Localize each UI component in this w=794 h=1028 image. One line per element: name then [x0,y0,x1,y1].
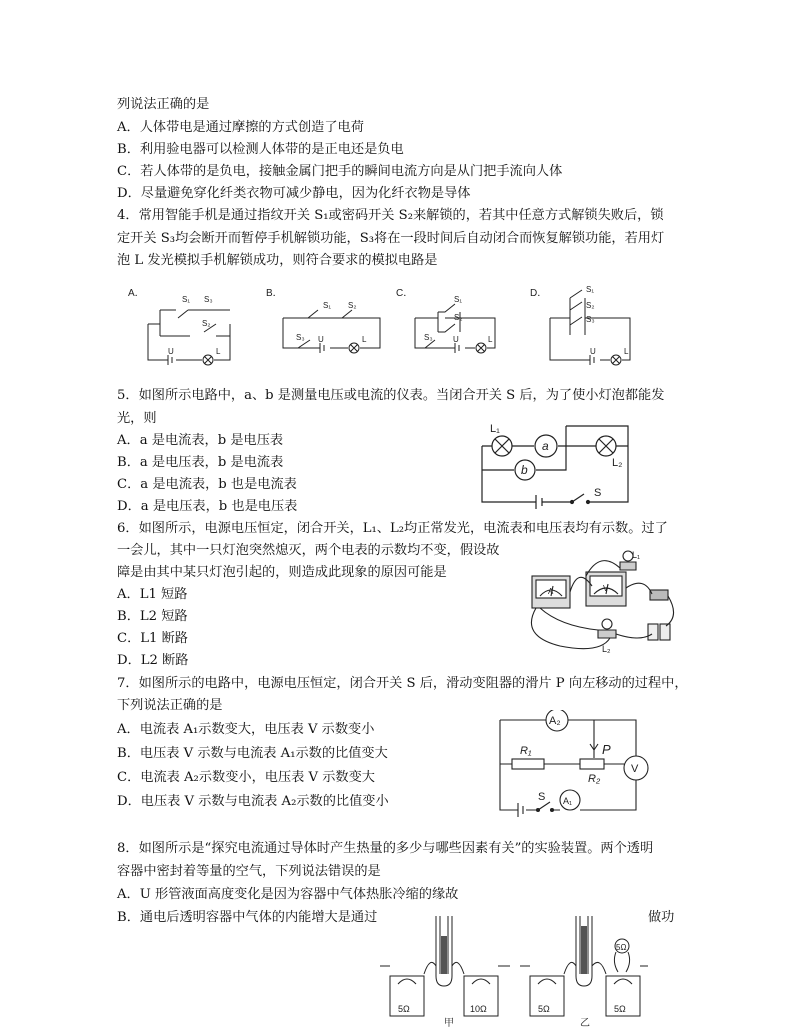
svg-text:U: U [168,347,174,356]
q7-option-c: C．电流表 A₂示数变小，电压表 V 示数变大 [117,770,375,785]
q3-option-b: B．利用验电器可以检测人体带的是正电还是负电 [117,142,404,157]
svg-text:L: L [216,347,221,356]
q8-option-b-tail: 做功 [648,910,675,925]
q7-stem-line-1: 7．如图所示的电路中，电源电压恒定，闭合开关 S 后，滑动变阻器的滑片 P 向左移动的过程中， [117,676,688,691]
svg-text:L₁: L₁ [632,550,641,560]
q6-stem-line-2: 一会儿，其中一只灯泡突然熄灭，两个电表的示数均不变，假设故 [117,543,500,558]
svg-text:5Ω: 5Ω [538,1004,550,1014]
svg-text:A₁: A₁ [563,796,573,806]
svg-text:S₃: S₃ [204,295,213,304]
q5-option-b: B．a 是电压表，b 是电流表 [117,455,284,470]
svg-text:R₂: R₂ [588,773,601,785]
svg-text:U: U [318,335,324,344]
q4-stem-line-1: 4．常用智能手机是通过指纹开关 S₁或密码开关 S₂来解锁的，若其中任意方式解锁失败后，锁 [117,208,664,223]
q5-figure [476,418,636,510]
svg-text:b: b [521,463,528,477]
svg-text:V: V [631,763,639,775]
q4-label-a: A． [128,288,145,299]
svg-text:A₂: A₂ [549,715,561,727]
q7-option-d: D．电压表 V 示数与电流表 A₂示数的比值变小 [117,794,389,809]
svg-text:S₁: S₁ [323,301,332,310]
q7-option-b: B．电压表 V 示数与电流表 A₁示数的比值变大 [117,746,388,761]
svg-text:S₂: S₂ [348,301,357,310]
q3-stem-tail: 列说法正确的是 [117,97,210,112]
svg-text:S₃: S₃ [296,333,305,342]
q7-option-a: A．电流表 A₁示数变大，电压表 V 示数变小 [117,722,375,737]
svg-text:S₂: S₂ [202,319,211,328]
svg-text:S: S [594,487,602,499]
q6-stem-line-1: 6．如图所示，电源电压恒定，闭合开关，L₁、L₂均正常发光，电流表和电压表均有示数。过了 [117,521,668,536]
q3-option-c: C．若人体带的是负电，接触金属门把手的瞬间电流方向是从门把手流向人体 [117,164,563,179]
svg-text:S: S [538,791,546,803]
q7-figure [498,710,658,818]
q3-option-a: A．人体带电是通过摩擦的方式创造了电荷 [117,120,364,135]
q8-figure [380,906,652,1028]
svg-text:S₁: S₁ [182,295,191,304]
q8-stem-line-1: 8．如图所示是“探究电流通过导体时产生热量的多少与哪些因素有关”的实验装置。两个透明 [117,841,654,856]
svg-text:L₂: L₂ [612,457,623,469]
svg-text:L₁: L₁ [490,423,500,435]
q4-label-d: D． [530,288,548,299]
q4-label-c: C． [396,288,414,299]
svg-text:S₂: S₂ [586,301,595,310]
svg-text:L₂: L₂ [602,644,611,654]
q8-option-a: A．U 形管液面高度变化是因为容器中气体热胀冷缩的缘故 [117,887,459,902]
q5-stem-line-2: 光，则 [117,411,157,426]
svg-text:S₃: S₃ [424,333,433,342]
svg-text:U: U [453,335,459,344]
svg-text:V: V [603,584,609,593]
svg-text:S₂: S₂ [454,313,463,322]
q4-stem-line-3: 泡 L 发光模拟手机解锁成功，则符合要求的模拟电路是 [117,253,438,268]
q6-option-d: D．L2 断路 [117,653,189,668]
svg-text:A: A [548,587,554,596]
svg-text:R₁: R₁ [520,745,532,757]
q6-option-b: B．L2 短路 [117,609,188,624]
q4-circuit-options [120,280,640,375]
q5-option-c: C．a 是电流表，b 也是电流表 [117,477,297,492]
svg-text:S₃: S₃ [586,315,595,324]
svg-text:L: L [488,335,493,344]
q6-stem-line-3: 障是由其中某只灯泡引起的，则造成此现象的原因可能是 [117,565,447,580]
svg-text:L: L [624,347,629,356]
q4-label-b: B． [266,288,283,299]
q4-stem-line-2: 定开关 S₃均会断开而暂停手机解锁功能，S₃将在一段时间后自动闭合而恢复解锁功能，若用灯 [117,231,665,246]
q6-figure [520,546,685,658]
svg-text:5Ω: 5Ω [398,1004,410,1014]
q3-option-d: D．尽量避免穿化纤类衣物可减少静电，因为化纤衣物是导体 [117,186,471,201]
svg-text:5Ω: 5Ω [614,1004,626,1014]
q5-stem-line-1: 5．如图所示电路中，a、b 是测量电压或电流的仪表。当闭合开关 S 后，为了使小灯泡都能发 [117,388,665,403]
svg-text:S₁: S₁ [586,285,595,294]
svg-text:10Ω: 10Ω [470,1004,487,1014]
svg-text:S₁: S₁ [454,295,463,304]
q6-option-a: A．L1 短路 [117,587,188,602]
svg-text:乙: 乙 [580,1018,590,1028]
q5-option-a: A．a 是电流表，b 是电压表 [117,433,284,448]
q5-option-d: D．a 是电压表，b 也是电压表 [117,499,298,514]
q8-stem-line-2: 容器中密封着等量的空气，下列说法错误的是 [117,864,381,879]
svg-text:U: U [590,347,596,356]
svg-text:a: a [542,439,549,453]
q8-option-b: B．通电后透明容器中气体的内能增大是通过 [117,910,378,925]
svg-text:L: L [362,335,367,344]
q7-stem-line-2: 下列说法正确的是 [117,698,223,713]
q6-option-c: C．L1 断路 [117,631,188,646]
svg-text:5Ω: 5Ω [616,943,627,952]
svg-text:P: P [602,742,611,757]
svg-text:甲: 甲 [444,1018,454,1028]
